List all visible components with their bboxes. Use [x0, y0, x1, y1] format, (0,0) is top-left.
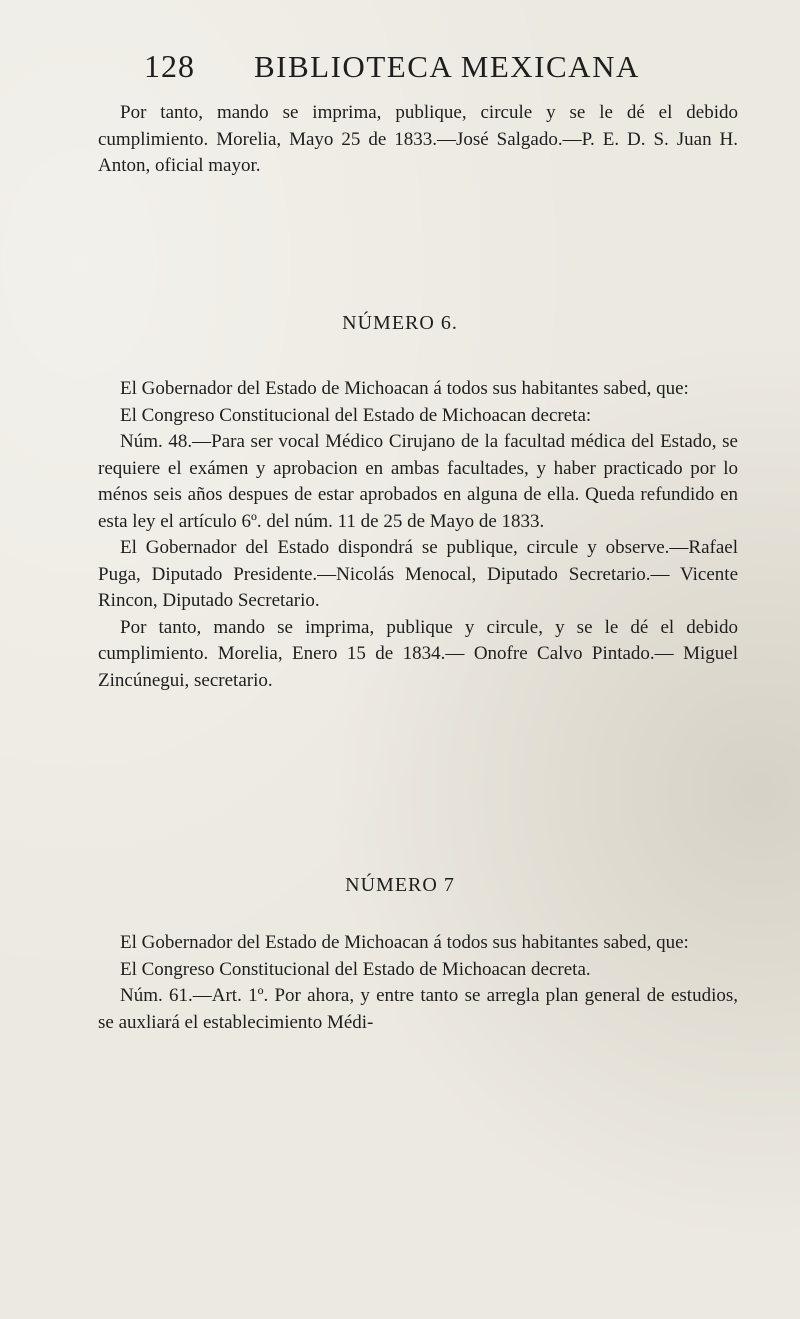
numero-6-body: [98, 376, 738, 694]
section-heading-numero-7: NÚMERO 7: [345, 874, 455, 896]
running-head: [144, 48, 744, 85]
numero-6-article: Núm. 48.—Para ser vocal Médico Cirujano de la facultad médica del Estado, se requiere el exámen y aprobacion en ambas facultades, y haber practicado por lo ménos seis años despues de estar aprobados en alguna de ella. Queda refundido en esta ley el artículo 6º. del núm. 11 de 25 de Mayo de 1833.: [98, 431, 738, 532]
numero-6-preamble: El Gobernador del Estado de Michoacan á todos sus habitantes sabed, que:: [120, 378, 689, 399]
numero-7-body: [98, 930, 738, 1036]
opening-paragraph: Por tanto, mando se imprima, publique, circule y se le dé el debido cumplimiento. Morelia, Mayo 25 de 1833.—José Salgado.—P. E. D. S. Juan H. Anton, oficial mayor.: [98, 102, 738, 176]
numero-7-preamble: El Gobernador del Estado de Michoacan á todos sus habitantes sabed, que:: [120, 932, 689, 953]
page-number: 128: [144, 48, 195, 84]
section-heading-numero-6: NÚMERO 6.: [342, 312, 458, 334]
numero-7-decree-intro: El Congreso Constitucional del Estado de Michoacan decreta.: [120, 958, 591, 980]
numero-6-decree-intro: El Congreso Constitucional del Estado de Michoacan decreta:: [120, 404, 592, 426]
opening-paragraph-block: [98, 100, 738, 180]
numero-7-article: Núm. 61.—Art. 1º. Por ahora, y entre tanto se arregla plan general de estudios, se auxliará el establecimiento Médi-: [98, 985, 738, 1033]
numero-6-promulgation: Por tanto, mando se imprima, publique y circule, y se le dé el debido cumplimiento. Morelia, Enero 15 de 1834.— Onofre Calvo Pintado.— Miguel Zincúnegui, secretario.: [98, 616, 738, 691]
numero-6-signatures: El Gobernador del Estado dispondrá se publique, circule y observe.—Rafael Puga, Diputado Presidente.—Nicolás Menocal, Diputado Secretario.— Vicente Rincon, Diputado Secretario.: [98, 537, 738, 611]
running-title: BIBLIOTECA MEXICANA: [254, 49, 640, 84]
